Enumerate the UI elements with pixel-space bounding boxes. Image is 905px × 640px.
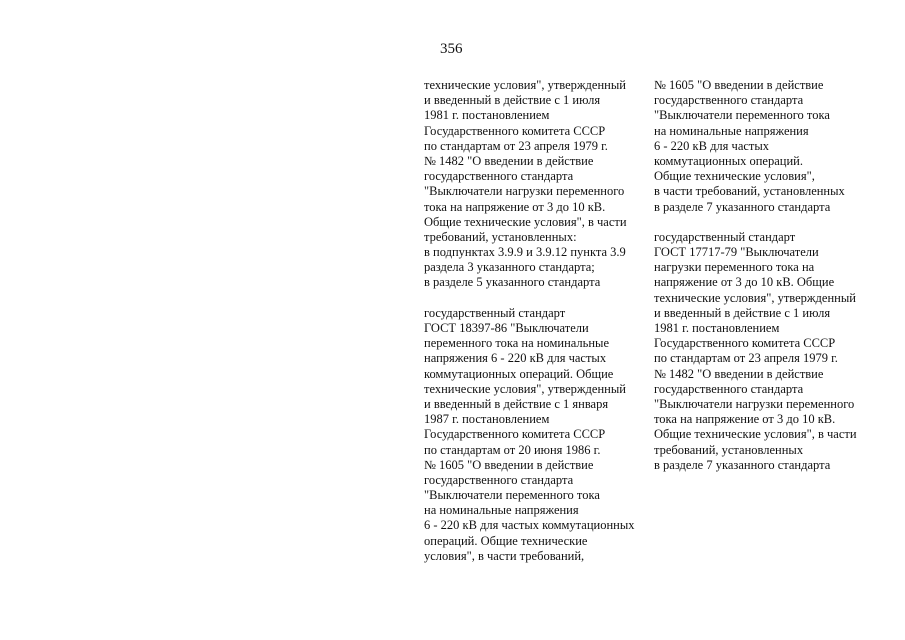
text-line: требований, установленных xyxy=(654,442,804,457)
left-block-2 xyxy=(424,306,659,564)
text-line: тока на напряжение от 3 до 10 кВ. xyxy=(424,199,606,214)
text-line: в разделе 7 указанного стандарта xyxy=(654,457,831,472)
text-line: 6 - 220 кВ для частых xyxy=(654,138,770,153)
text-line: государственного стандарта xyxy=(424,169,574,184)
text-line: Общие технические условия", в части xyxy=(424,214,627,229)
text-line: по стандартам от 23 апреля 1979 г. xyxy=(654,351,838,366)
text-line: государственного стандарта xyxy=(424,472,574,487)
right-block-1 xyxy=(654,78,894,215)
text-line: государственного стандарта xyxy=(654,93,804,108)
text-line: государственный стандарт xyxy=(654,229,796,244)
text-line: условия", в части требований, xyxy=(424,548,585,563)
text-line: технические условия", утвержденный xyxy=(424,381,626,396)
text-line: государственный стандарт xyxy=(424,305,566,320)
text-line: коммутационных операций. xyxy=(654,153,803,168)
text-line: напряжения 6 - 220 кВ для частых xyxy=(424,351,607,366)
text-line: коммутационных операций. Общие xyxy=(424,366,614,381)
text-line: на номинальные напряжения xyxy=(424,503,579,518)
text-line: "Выключатели нагрузки переменного xyxy=(654,396,855,411)
text-line: ГОСТ 17717-79 "Выключатели xyxy=(654,245,819,260)
text-line: 1981 г. постановлением xyxy=(654,321,780,335)
paragraph-gap xyxy=(424,291,659,306)
text-line: и введенный в действие с 1 июля xyxy=(654,305,831,320)
text-line: требований, установленных: xyxy=(424,229,577,244)
text-line: № 1605 "О введении в действие xyxy=(654,78,824,92)
text-line: 1987 г. постановлением xyxy=(424,412,550,427)
text-line: и введенный в действие с 1 июля xyxy=(424,93,601,108)
text-line: технические условия", утвержденный xyxy=(654,290,856,305)
text-line: тока на напряжение от 3 до 10 кВ. xyxy=(654,412,836,427)
text-line: переменного тока на номинальные xyxy=(424,336,610,351)
text-line: Общие технические условия", в части xyxy=(654,427,857,442)
text-line: № 1482 "О введении в действие xyxy=(654,366,824,381)
page-number: 356 xyxy=(440,41,463,57)
left-column xyxy=(424,78,659,564)
text-line: Государственного комитета СССР xyxy=(424,123,606,138)
paragraph-gap xyxy=(654,215,894,230)
text-line: "Выключатели нагрузки переменного xyxy=(424,184,625,199)
text-line: ГОСТ 18397-86 "Выключатели xyxy=(424,321,589,335)
right-column xyxy=(654,78,894,473)
text-line: по стандартам от 23 апреля 1979 г. xyxy=(424,138,608,153)
text-line: 6 - 220 кВ для частых коммутационных xyxy=(424,518,635,533)
text-line: по стандартам от 20 июня 1986 г. xyxy=(424,442,601,457)
text-line: в части требований, установленных xyxy=(654,184,845,199)
text-line: Общие технические условия", xyxy=(654,169,815,184)
text-line: № 1482 "О введении в действие xyxy=(424,153,594,168)
text-line: 1981 г. постановлением xyxy=(424,108,550,123)
text-line: напряжение от 3 до 10 кВ. Общие xyxy=(654,275,835,290)
text-line: государственного стандарта xyxy=(654,381,804,396)
text-line: в разделе 7 указанного стандарта xyxy=(654,199,831,214)
text-line: Государственного комитета СССР xyxy=(654,336,836,351)
right-block-2 xyxy=(654,230,894,473)
text-line: нагрузки переменного тока на xyxy=(654,260,815,275)
text-line: "Выключатели переменного тока xyxy=(424,488,600,503)
text-line: на номинальные напряжения xyxy=(654,123,809,138)
text-line: раздела 3 указанного стандарта; xyxy=(424,260,595,275)
text-line: № 1605 "О введении в действие xyxy=(424,457,594,472)
text-line: технические условия", утвержденный xyxy=(424,78,626,92)
left-block-1 xyxy=(424,78,659,291)
text-line: и введенный в действие с 1 января xyxy=(424,396,609,411)
text-line: в подпунктах 3.9.9 и 3.9.12 пункта 3.9 xyxy=(424,245,626,260)
text-line: операций. Общие технические xyxy=(424,533,588,548)
text-line: "Выключатели переменного тока xyxy=(654,108,830,123)
text-line: в разделе 5 указанного стандарта xyxy=(424,275,601,290)
text-line: Государственного комитета СССР xyxy=(424,427,606,442)
